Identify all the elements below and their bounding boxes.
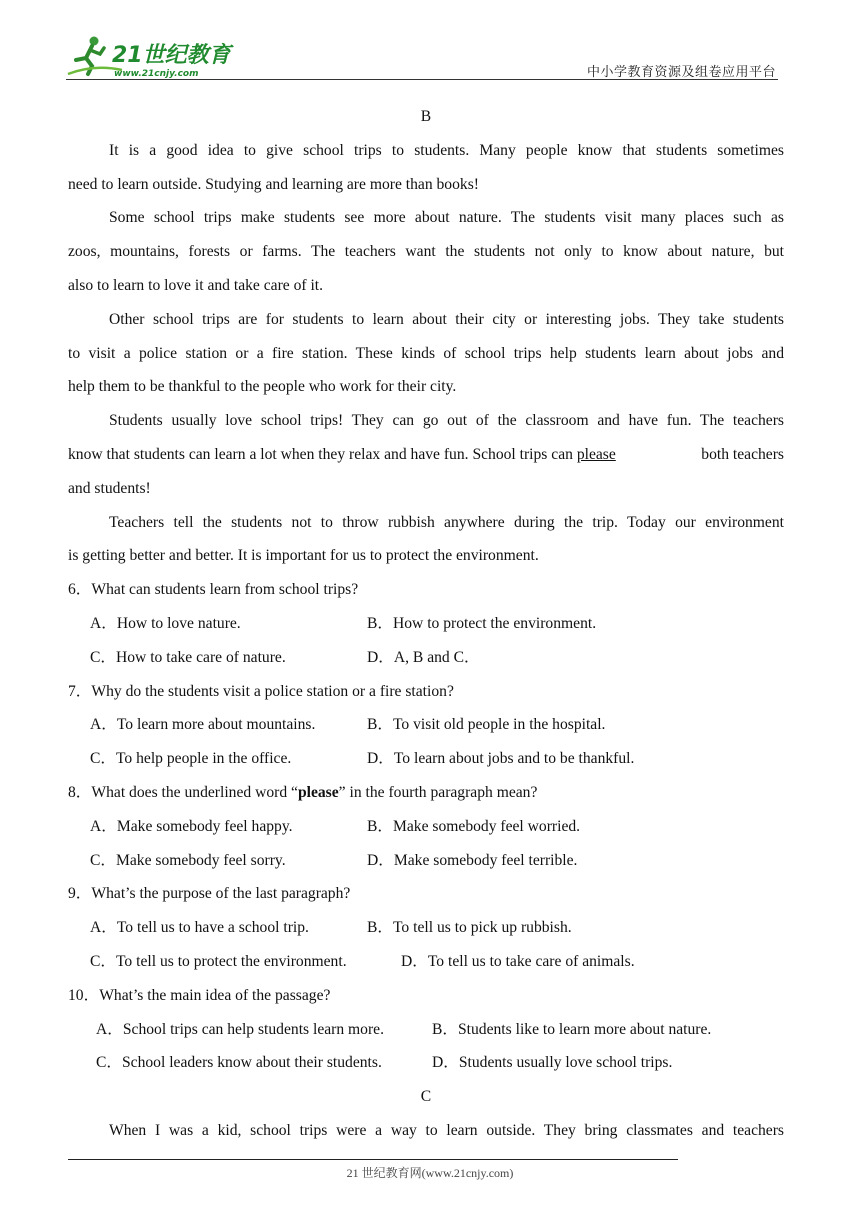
passage-text: both teachers	[697, 445, 784, 463]
options-row	[68, 607, 784, 641]
option-d: D．A, B and C．	[367, 648, 480, 666]
options-row	[68, 844, 784, 878]
option-c: C．School leaders know about their students.	[96, 1054, 382, 1072]
option-a: A．To tell us to have a school trip.	[90, 919, 309, 937]
option-b: B．Students like to learn more about nature.	[432, 1020, 712, 1038]
logo-url: www.21cnjy.com	[114, 69, 199, 79]
passage-line: need to learn outside. Studying and learning are more than books!	[68, 175, 479, 193]
logo	[64, 34, 234, 82]
page-footer: 21 世纪教育网(www.21cnjy.com)	[346, 1166, 514, 1180]
passage-line: Students usually love school trips! They can go out of the classroom and have fun. The teachers	[109, 412, 784, 430]
passage-b-heading: B	[420, 108, 432, 125]
option-a: A．Make somebody feel happy.	[90, 817, 293, 835]
header-divider	[66, 79, 778, 80]
options-row	[68, 810, 784, 844]
option-a: A．School trips can help students learn more.	[96, 1020, 384, 1038]
page-header	[0, 0, 860, 90]
stem-text: 8．What does the underlined word “	[68, 783, 298, 801]
option-c: C．How to take care of nature.	[90, 648, 286, 666]
passage-line: Some school trips make students see more about nature. The students visit many places such as	[109, 209, 784, 227]
passage-line: When I was a kid, school trips were a way to learn outside. They bring classmates and teachers	[109, 1121, 784, 1139]
passage-line: also to learn to love it and take care of it.	[68, 276, 324, 294]
footer-divider	[68, 1159, 678, 1160]
option-d: D．Make somebody feel terrible.	[367, 851, 578, 869]
question-stem: 10．What’s the main idea of the passage?	[68, 986, 331, 1004]
options-row	[68, 708, 784, 742]
passage-line: to visit a police station or a fire station. These kinds of school trips help students learn about jobs and	[68, 344, 784, 362]
passage-text: know that students can learn a lot when they relax and have fun. School trips can	[68, 445, 577, 463]
document-body	[68, 100, 784, 1148]
options-row	[68, 911, 784, 945]
question-stem: 9．What’s the purpose of the last paragraph?	[68, 885, 351, 903]
option-c: C．To tell us to protect the environment.	[90, 952, 347, 970]
option-b: B．How to protect the environment.	[367, 614, 597, 632]
option-d: D．Students usually love school trips.	[432, 1054, 673, 1072]
passage-line	[68, 438, 784, 472]
passage-line: Other school trips are for students to learn about their city or interesting jobs. They take students	[109, 310, 784, 328]
question-stem	[68, 776, 784, 810]
option-b: B．To visit old people in the hospital.	[367, 716, 606, 734]
option-a: A．To learn more about mountains.	[90, 716, 316, 734]
option-d: D．To learn about jobs and to be thankful.	[367, 750, 635, 768]
passage-line: Teachers tell the students not to throw rubbish anywhere during the trip. Today our environment	[109, 513, 784, 531]
stem-bold-word: please	[297, 783, 339, 801]
passage-line: zoos, mountains, forests or farms. The teachers want the students not only to know about nature, but	[68, 243, 784, 261]
stem-text: ” in the fourth paragraph mean?	[338, 783, 538, 801]
options-row	[68, 945, 784, 979]
option-a: A．How to love nature.	[90, 614, 241, 632]
passage-line: It is a good idea to give school trips to students. Many people know that students sometimes	[109, 141, 784, 159]
options-row	[68, 641, 784, 675]
passage-line: help them to be thankful to the people who work for their city.	[68, 378, 457, 396]
options-row	[68, 1046, 784, 1080]
option-b: B．Make somebody feel worried.	[367, 817, 581, 835]
option-c: C．Make somebody feel sorry.	[90, 851, 286, 869]
passage-line: is getting better and better. It is important for us to protect the environment.	[68, 547, 539, 565]
question-stem: 6．What can students learn from school trips?	[68, 581, 359, 599]
options-row	[68, 742, 784, 776]
options-row	[68, 1013, 784, 1047]
platform-name: 中小学教育资源及组卷应用平台	[586, 64, 776, 79]
underlined-word: please	[576, 445, 616, 463]
option-d: D．To tell us to take care of animals.	[401, 952, 635, 970]
option-b: B．To tell us to pick up rubbish.	[367, 919, 572, 937]
passage-line: and students!	[68, 479, 151, 497]
passage-c-heading: C	[420, 1088, 432, 1106]
question-stem: 7．Why do the students visit a police station or a fire station?	[68, 682, 454, 700]
option-c: C．To help people in the office.	[90, 750, 292, 768]
logo-text: 21世纪教育	[112, 43, 231, 68]
